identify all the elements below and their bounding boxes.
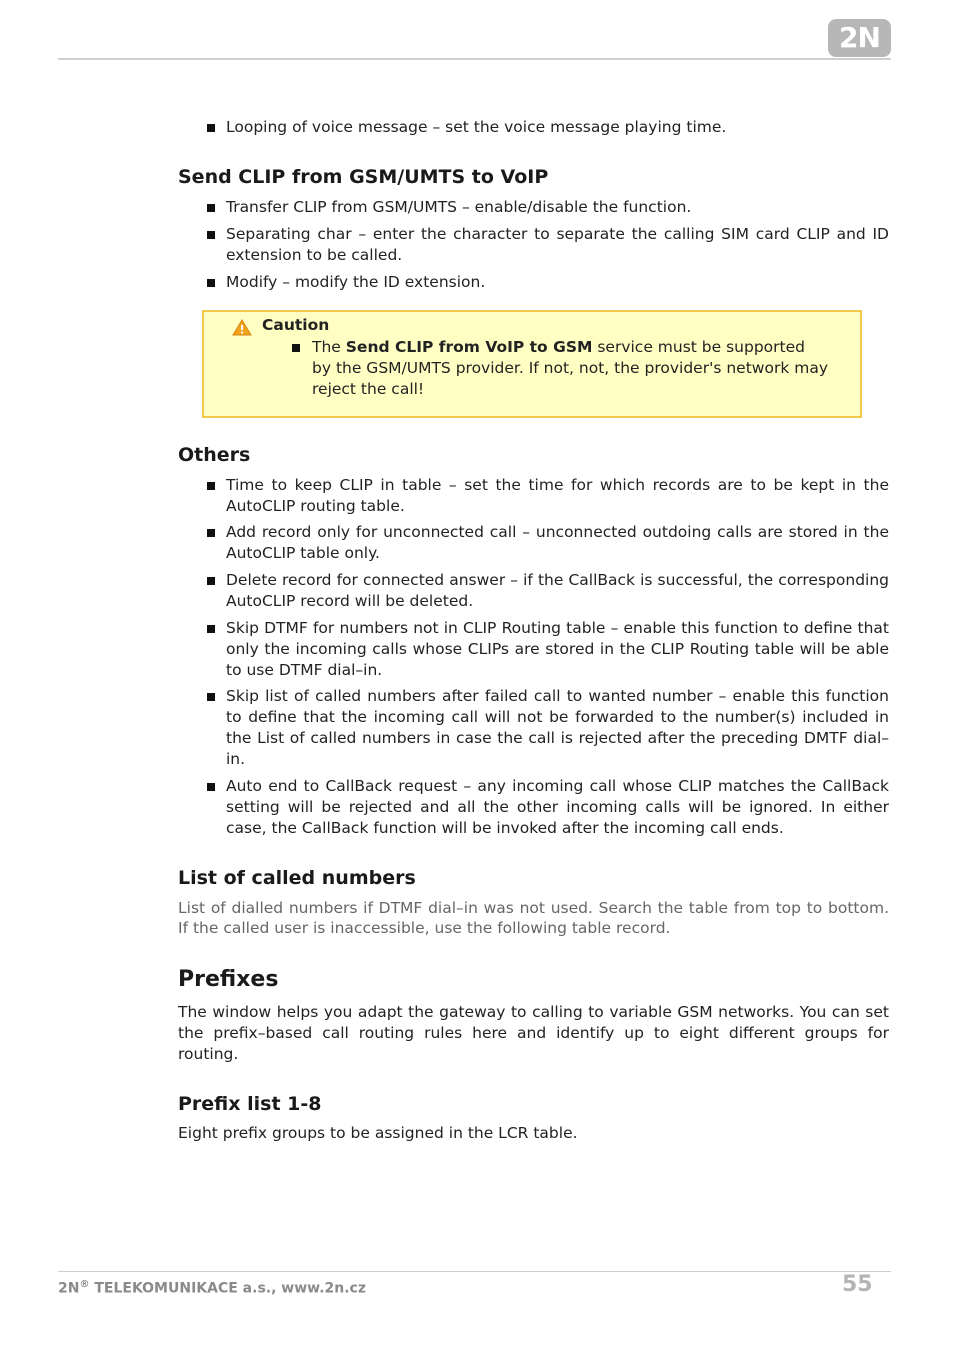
caution-box [202, 310, 862, 418]
page-number: 55 [842, 1272, 873, 1297]
section-heading-prefixes: Prefixes [178, 967, 279, 992]
section-heading-send-clip: Send CLIP from GSM/UMTS to VoIP [178, 166, 549, 188]
bullet-icon [207, 231, 215, 239]
list-item: Auto end to CallBack request – any incoming call whose CLIP matches the CallBack setting will be rejected and all the other incoming calls will be ignored. In either case, the CallBack function will be invoked after the incoming call ends. [178, 776, 889, 839]
caution-item: The Send CLIP from VoIP to GSM service must be supported by the GSM/UMTS provider. If not, not, the provider's network may reject the call! [288, 337, 828, 400]
others-list [178, 475, 889, 839]
section-heading-list-called: List of called numbers [178, 867, 416, 889]
footer-company: 2N® TELEKOMUNIKACE a.s., www.2n.cz [58, 1279, 366, 1297]
list-item: Looping of voice message – set the voice message playing time. [178, 117, 889, 138]
section-heading-others: Others [178, 444, 251, 466]
send-clip-list [178, 197, 889, 293]
list-item: Separating char – enter the character to separate the calling SIM card CLIP and ID extension to be called. [178, 224, 889, 266]
list-item: Transfer CLIP from GSM/UMTS – enable/disable the function. [178, 197, 889, 218]
bullet-icon [207, 625, 215, 633]
prefixes-text: The window helps you adapt the gateway to calling to variable GSM networks. You can set the prefix–based call routing rules here and identify up to eight different groups for routing. [178, 1003, 889, 1063]
list-item: Modify – modify the ID extension. [178, 272, 889, 293]
list-item: Skip list of called numbers after failed call to wanted number – enable this function to define that the incoming call will not be forwarded to the number(s) included in the List of called numbers in case the call is rejected after the preceding DMTF dial–in. [178, 686, 889, 770]
bullet-icon [292, 344, 300, 352]
bullet-icon [207, 577, 215, 585]
list-item: Skip DTMF for numbers not in CLIP Routing table – enable this function to define that only the incoming calls whose CLIPs are stored in the CLIP Routing table will be able to use DTMF dial–in. [178, 618, 889, 681]
section-heading-prefix-list: Prefix list 1-8 [178, 1093, 322, 1115]
bullet-icon [207, 124, 215, 132]
list-item: Add record only for unconnected call – unconnected outdoing calls are stored in the AutoCLIP table only. [178, 522, 889, 564]
list-called-text: List of dialled numbers if DTMF dial–in was not used. Search the table from top to bottom. If the called user is inaccessible, use the following table record. [178, 899, 889, 937]
footer-rule [58, 1271, 891, 1272]
brand-logo: 2N [828, 19, 891, 57]
prefix-list-text: Eight prefix groups to be assigned in the LCR table. [178, 1124, 578, 1142]
caution-list [288, 337, 828, 400]
bullet-icon [207, 529, 215, 537]
warning-icon [232, 319, 252, 336]
list-item: Time to keep CLIP in table – set the time for which records are to be kept in the AutoCLIP routing table. [178, 475, 889, 517]
list-item: Delete record for connected answer – if the CallBack is successful, the corresponding AutoCLIP record will be deleted. [178, 570, 889, 612]
top-bullet-list [178, 117, 889, 138]
caution-title: Caution [262, 316, 330, 334]
header-rule [58, 58, 891, 60]
bullet-icon [207, 279, 215, 287]
bullet-icon [207, 204, 215, 212]
bullet-icon [207, 482, 215, 490]
bullet-icon [207, 783, 215, 791]
bullet-icon [207, 693, 215, 701]
